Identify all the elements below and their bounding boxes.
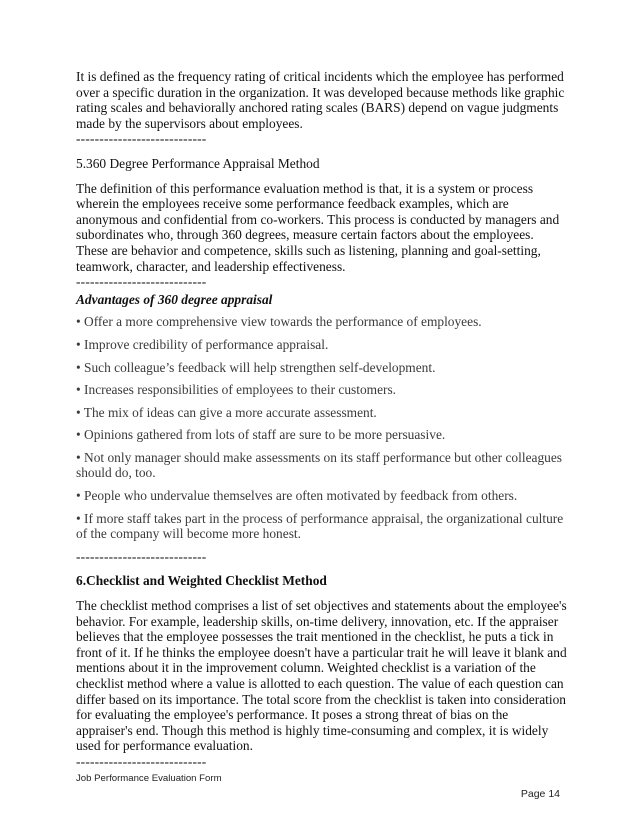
- list-item: • Increases responsibilities of employees to their customers.: [76, 382, 397, 398]
- advantages-title: Advantages of 360 degree appraisal: [76, 291, 273, 307]
- section-360-paragraph: The definition of this performance evaluation method is that, it is a system or process wherein the employees receive some performance feedback examples, which are anonymous and confidential from co-workers. This process is conducted by managers and subordinates who, through 360 degrees, measure certain factors about the employees. These are behavior and competence, skills such as listening, planning and goal-setting, teamwork, character, and leadership effectiveness.: [76, 180, 560, 274]
- footer-page-number: Page 14: [520, 788, 560, 800]
- section-checklist-title: 6.Checklist and Weighted Checklist Method: [76, 573, 327, 589]
- section-checklist-paragraph: The checklist method comprises a list of set objectives and statements about the employee's behavior. For example, leadership skills, on-time delivery, innovation, etc. If the appraiser believes that the employee possesses the trait mentioned in the checklist, he puts a tick in front of it. If he thinks the employee doesn't have a particular trait he will leave it blank and mentions about it in the improvement column. Weighted checklist is a variation of the checklist method where a value is allotted to each question. The value of each question can differ based on its importance. The total score from the checklist is taken into consideration for evaluating the employee's performance. It poses a strong threat of bias on the appraiser's end. Though this method is highly time-consuming and complex, it is widely used for performance evaluation.: [76, 598, 567, 754]
- separator-line: ----------------------------: [76, 753, 207, 769]
- list-item: • Offer a more comprehensive view towards the performance of employees.: [76, 314, 482, 330]
- list-item: • Improve credibility of performance appraisal.: [76, 336, 329, 352]
- footer-document-title: Job Performance Evaluation Form: [76, 773, 222, 784]
- list-item: • People who undervalue themselves are often motivated by feedback from others.: [76, 488, 518, 504]
- advantages-list: [76, 314, 568, 542]
- list-item: • Not only manager should make assessments on its staff performance but other colleagues should do, too.: [76, 449, 563, 481]
- intro-paragraph: It is defined as the frequency rating of critical incidents which the employee has performed over a specific duration in the organization. It was developed because methods like graphic rating scales and behaviorally anchored rating scales (BARS) depend on vague judgments made by the supervisors about employees.: [76, 69, 565, 131]
- document-page: [76, 69, 568, 770]
- list-item: • The mix of ideas can give a more accurate assessment.: [76, 404, 377, 420]
- list-item: • Such colleague’s feedback will help strengthen self-development.: [76, 359, 436, 375]
- list-item: • Opinions gathered from lots of staff are sure to be more persuasive.: [76, 427, 446, 443]
- separator-line: ----------------------------: [76, 274, 207, 290]
- list-item: • If more staff takes part in the process of performance appraisal, the organizational culture of the company will become more honest.: [76, 510, 564, 542]
- separator-line: ----------------------------: [76, 131, 207, 147]
- section-360-title: 5.360 Degree Performance Appraisal Method: [76, 155, 320, 171]
- separator-line: ----------------------------: [76, 548, 207, 564]
